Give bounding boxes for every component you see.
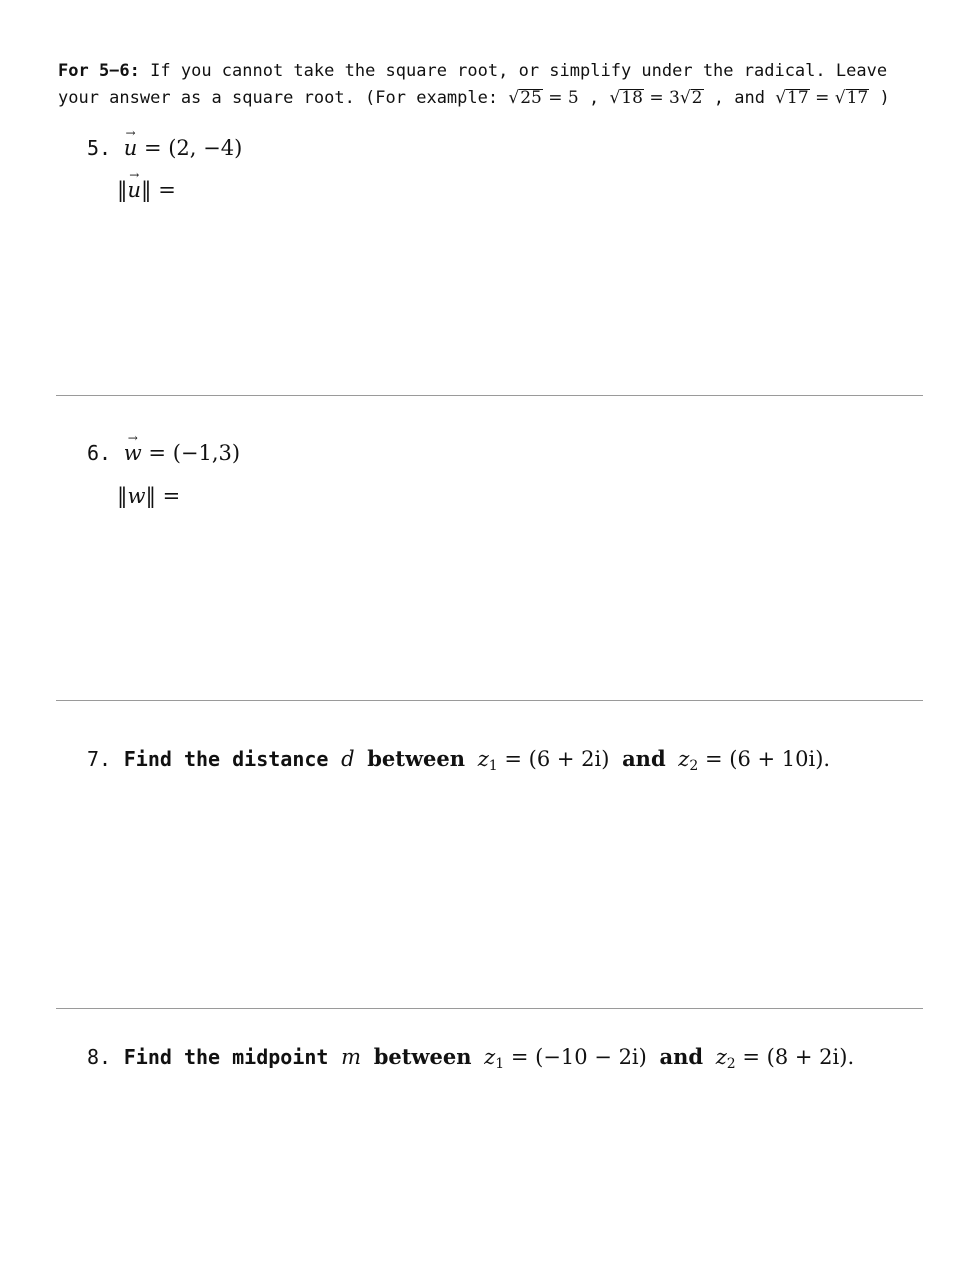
instructions	[58, 58, 928, 112]
question-7-number: 7.	[87, 747, 112, 771]
question-8-symbol: m	[341, 1045, 362, 1069]
question-7-instruction: Find the distance	[123, 747, 329, 771]
question-7-and: and	[622, 746, 666, 771]
radical-icon: √	[679, 88, 691, 108]
vector-arrow-icon: →	[127, 431, 138, 445]
question-8-instruction: Find the midpoint	[123, 1045, 329, 1069]
vector-arrow-icon: →	[125, 126, 136, 140]
question-7-z1: $z_1 = (6 + 2i)$	[477, 747, 610, 774]
question-8-number: 8.	[87, 1045, 112, 1069]
question-6-number: 6.	[87, 441, 112, 465]
instructions-and: and	[734, 88, 765, 108]
example-3: √17 = √17	[775, 88, 869, 108]
divider-2	[56, 700, 923, 701]
question-6-answer-prompt: ‖w‖ =	[117, 484, 181, 508]
radical-icon: √	[508, 88, 520, 108]
radical-icon: √	[609, 88, 621, 108]
question-7-between: between	[367, 746, 466, 771]
radical-icon: √	[775, 88, 787, 108]
question-6-equation: → w = (−1,3)	[123, 431, 241, 465]
example-1: √25 = 5	[508, 88, 578, 108]
question-5	[87, 126, 243, 160]
question-8-z2: $z_2 = (8 + 2i)$.	[715, 1045, 855, 1072]
question-7	[87, 746, 831, 774]
question-8-and: and	[659, 1044, 704, 1069]
divider-3	[56, 1008, 923, 1009]
instructions-text-2: your answer as a square root. (For example:	[58, 88, 499, 108]
question-5-answer-prompt: ‖ → u‖ =	[117, 168, 176, 202]
example-2: √18 = 3√2	[609, 88, 703, 108]
divider-1	[56, 395, 923, 396]
instructions-close-paren: )	[879, 88, 890, 108]
question-8	[87, 1044, 855, 1072]
question-5-number: 5.	[87, 136, 112, 160]
question-8-z1: $z_1 = (-10 - 2i)$	[484, 1045, 647, 1072]
question-7-z2: $z_2 = (6 + 10i)$.	[678, 747, 831, 774]
radical-icon: √	[834, 88, 846, 108]
question-8-between: between	[373, 1044, 472, 1069]
question-6	[87, 431, 241, 465]
instructions-text-1: If you cannot take the square root, or simplify under the radical. Leave	[150, 61, 888, 81]
instructions-line-1	[58, 58, 928, 85]
instructions-label: For 5−6:	[58, 61, 140, 81]
question-7-symbol: d	[341, 747, 355, 771]
instructions-line-2: your answer as a square root. (For example: √25 = 5 , √18 = 3√2 , and √17 = √17 )	[58, 85, 928, 112]
vector-arrow-icon: →	[129, 168, 140, 182]
question-5-equation: → u = (2, −4)	[123, 126, 243, 160]
